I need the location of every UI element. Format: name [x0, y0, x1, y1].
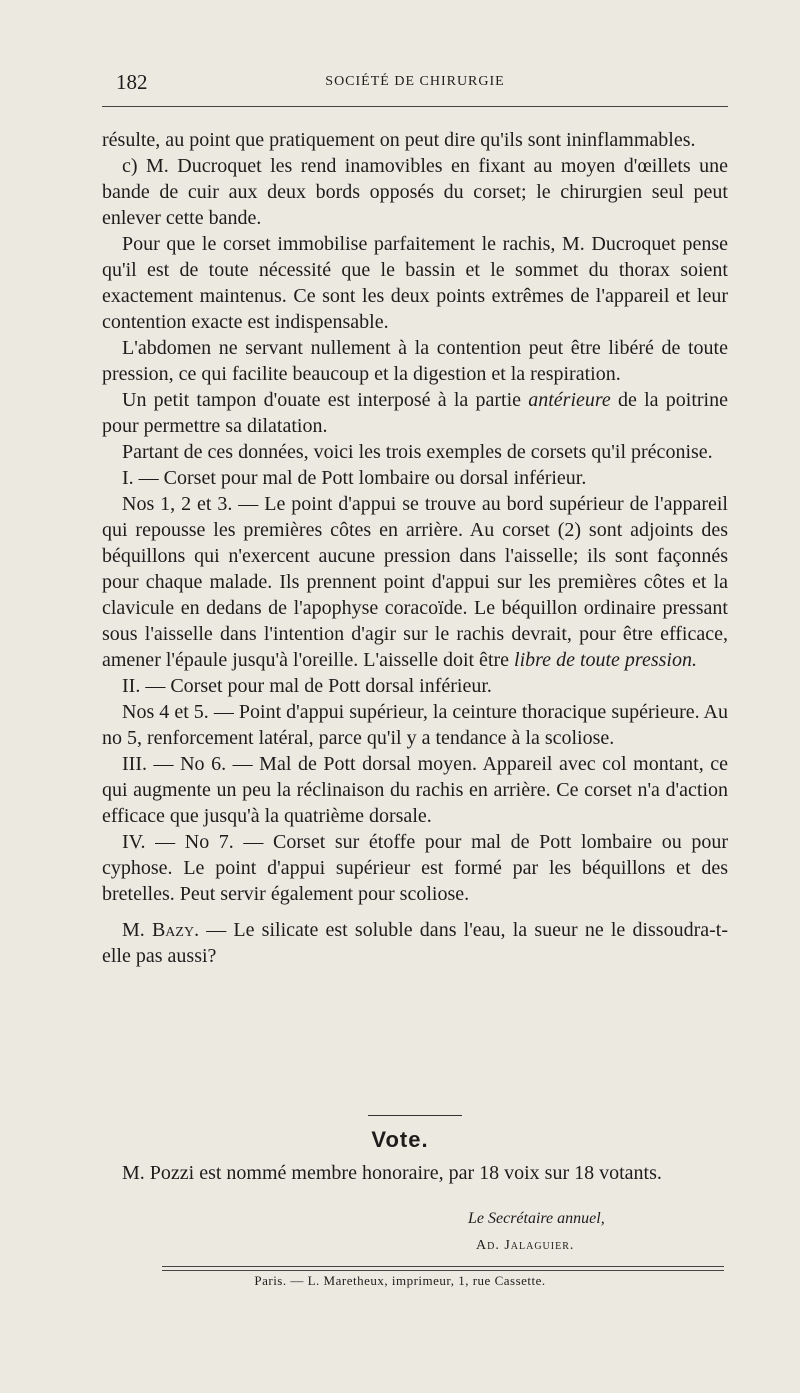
paragraph: Partant de ces données, voici les trois exemples de corsets qu'il préconise. — [122, 441, 713, 463]
paragraph — [102, 387, 728, 439]
footer-rule — [162, 1270, 724, 1271]
printer-imprint: Paris. — L. Maretheux, imprimeur, 1, rue Cassette. — [254, 1273, 546, 1288]
header-rule — [102, 106, 728, 107]
running-title: SOCIÉTÉ DE CHIRURGIE — [325, 74, 505, 89]
paragraph — [102, 917, 728, 969]
footer-rule — [162, 1266, 724, 1267]
text-run: de la poitrine pour permettre sa dilatation. — [102, 389, 728, 437]
text-run: Nos 1, 2 et 3. — Le point d'appui se trouve au bord supérieur de l'appareil qui repousse les premières côtes en arrière. Au corset (2) sont adjoints des béquillons qui n'exercent aucune pression dans l'aisselle; ils sont façonnés pour chaque malade. Ils prennent point d'appui sur les premières côtes et la clavicule en dedans de l'apophyse coracoïde. Le béquillon ordinaire pressant sous l'aisselle dans l'intention d'agir sur le rachis devrait, pour être efficace, amener l'épaule jusqu'à l'oreille. L'aisselle doit être — [102, 493, 728, 671]
text-run: — Le silicate est soluble dans l'eau, la sueur ne le dissoudra-t-elle pas aussi? — [102, 919, 728, 967]
speaker-name: M. Bazy. — [122, 919, 200, 941]
page-number: 182 — [116, 70, 148, 94]
paragraph: c) M. Ducroquet les rend inamovibles en fixant au moyen d'œillets une bande de cuir aux deux bords opposés du corset; le chirurgien seul peut enlever cette bande. — [102, 155, 728, 229]
section-heading: I. — Corset pour mal de Pott lombaire ou dorsal inférieur. — [122, 467, 587, 489]
paragraph: IV. — No 7. — Corset sur étoffe pour mal de Pott lombaire ou pour cyphose. Le point d'appui supérieur est formé par les béquillons et des bretelles. Peut servir également pour scoliose. — [102, 831, 728, 905]
paragraph: Nos 4 et 5. — Point d'appui supérieur, la ceinture thoracique supérieure. Au no 5, renforcement latéral, parce qu'il y a tendance à la scoliose. — [102, 701, 728, 749]
signature-name: Ad. Jalaguier. — [476, 1238, 575, 1253]
paragraph: Pour que le corset immobilise parfaitement le rachis, M. Ducroquet pense qu'il est de toute nécessité que le bassin et le sommet du thorax soient exactement maintenus. Ce sont les deux points extrêmes de l'appareil et leur contention exacte est indispensable. — [102, 233, 728, 333]
page-header — [102, 70, 728, 94]
vote-heading: Vote. — [371, 1127, 429, 1152]
section-rule — [368, 1115, 462, 1116]
signature-block — [468, 1210, 668, 1254]
signature-title: Le Secrétaire annuel, — [468, 1210, 605, 1227]
text-run: Un petit tampon d'ouate est interposé à la partie — [122, 389, 529, 411]
emphasis: libre de toute pression. — [514, 649, 697, 671]
main-text — [102, 127, 728, 969]
paragraph: résulte, au point que pratiquement on peut dire qu'ils sont ininflammables. — [102, 129, 696, 151]
spacer — [102, 907, 728, 917]
vote-text — [102, 1160, 728, 1186]
paragraph: M. Pozzi est nommé membre honoraire, par 18 voix sur 18 votants. — [122, 1162, 662, 1184]
paragraph — [102, 491, 728, 673]
emphasis: antérieure — [528, 389, 611, 411]
paragraph: III. — No 6. — Mal de Pott dorsal moyen. Appareil avec col montant, ce qui augmente un peu la réclinaison du rachis en arrière. Ce corset n'a d'action efficace que jusqu'à la quatrième dorsale. — [102, 753, 728, 827]
paragraph: L'abdomen ne servant nullement à la contention peut être libéré de toute pression, ce qui facilite beaucoup et la digestion et la respiration. — [102, 337, 728, 385]
section-heading: II. — Corset pour mal de Pott dorsal inférieur. — [122, 675, 492, 697]
